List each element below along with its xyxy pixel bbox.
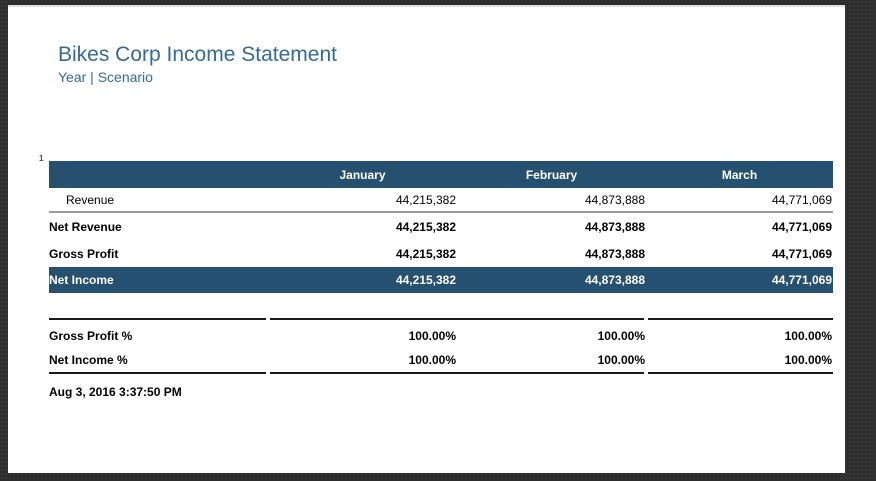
value-cell: 44,873,888: [584, 192, 645, 207]
value-cell: 100.00%: [408, 329, 456, 343]
rule-segment: [648, 318, 833, 320]
double-rule-bottom: [49, 372, 833, 376]
table-header-row: [49, 161, 833, 188]
value-cell: 100.00%: [597, 329, 645, 343]
row-label: Revenue: [66, 192, 115, 207]
row-label: Gross Profit: [49, 246, 119, 261]
value-cell: 44,873,888: [584, 273, 645, 287]
value-cell: 44,771,069: [771, 246, 832, 261]
value-cell: 100.00%: [408, 353, 456, 367]
value-cell: 44,771,069: [771, 273, 832, 287]
table-row-net-revenue: [49, 213, 833, 240]
row-label: Gross Profit %: [49, 329, 133, 343]
table-row-net-income-pct: [49, 348, 833, 372]
table-row-revenue: [49, 188, 833, 213]
table-row-net-income: [49, 267, 833, 293]
rule-segment: [648, 372, 833, 374]
table-row-gross-profit: [49, 240, 833, 267]
rule-segment: [270, 318, 644, 320]
value-cell: 44,215,382: [395, 192, 456, 207]
double-rule-top: [49, 318, 833, 322]
page-subtitle: Year | Scenario: [58, 69, 153, 85]
value-cell: 44,873,888: [584, 246, 645, 261]
column-header-march: March: [721, 167, 758, 182]
value-cell: 44,215,382: [395, 246, 456, 261]
row-label: Net Revenue: [49, 219, 122, 234]
column-header-february: February: [525, 167, 578, 182]
report-page: [8, 5, 845, 473]
row-label: Net Income: [49, 273, 114, 287]
rule-segment: [270, 372, 644, 374]
value-cell: 100.00%: [784, 353, 832, 367]
value-cell: 44,873,888: [584, 219, 645, 234]
column-header-january: January: [339, 167, 386, 182]
rule-segment: [49, 372, 266, 374]
value-cell: 44,215,382: [395, 219, 456, 234]
table-row-gross-profit-pct: [49, 324, 833, 348]
row-marker: 1: [39, 154, 44, 163]
value-cell: 44,771,069: [771, 192, 832, 207]
value-cell: 100.00%: [597, 353, 645, 367]
value-cell: 44,215,382: [395, 273, 456, 287]
rule-segment: [49, 318, 266, 320]
report-timestamp: Aug 3, 2016 3:37:50 PM: [49, 385, 182, 399]
row-label: Net Income %: [49, 353, 128, 367]
value-cell: 100.00%: [784, 329, 832, 343]
value-cell: 44,771,069: [771, 219, 832, 234]
page-title: Bikes Corp Income Statement: [58, 43, 337, 66]
